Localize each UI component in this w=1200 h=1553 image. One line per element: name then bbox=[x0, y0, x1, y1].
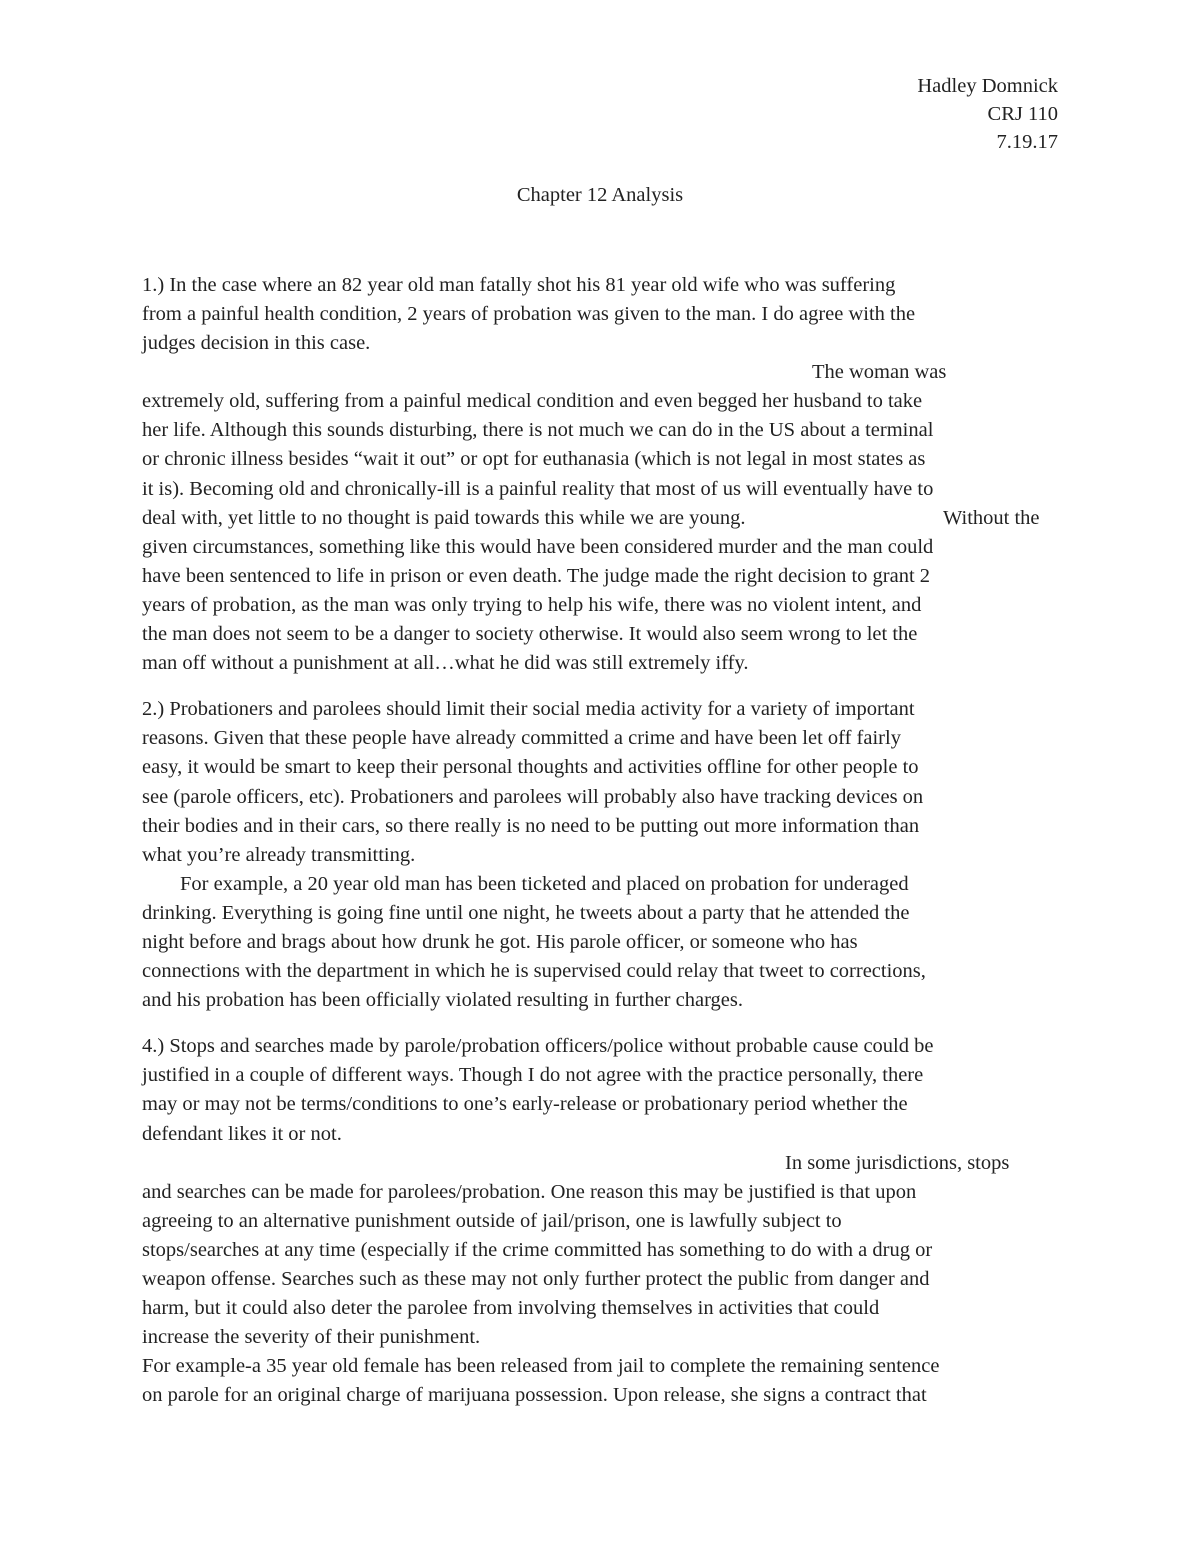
text-line: 4.) Stops and searches made by parole/probation officers/police without probable cause could be bbox=[142, 1035, 934, 1057]
text-line: increase the severity of their punishment. bbox=[142, 1326, 481, 1348]
author-name: Hadley Domnick bbox=[917, 75, 1058, 97]
text-line: judges decision in this case. bbox=[142, 332, 371, 354]
text-line: 2.) Probationers and parolees should limit their social media activity for a variety of important bbox=[142, 698, 915, 720]
text-line: The woman was bbox=[812, 361, 947, 383]
text-line: see (parole officers, etc). Probationers and parolees will probably also have tracking devices on bbox=[142, 786, 924, 808]
text-line: man off without a punishment at all…what he did was still extremely iffy. bbox=[142, 652, 749, 674]
text-line: easy, it would be smart to keep their personal thoughts and activities offline for other people to bbox=[142, 756, 919, 778]
text-line: it is). Becoming old and chronically-ill is a painful reality that most of us will eventually have to bbox=[142, 478, 934, 500]
text-line: connections with the department in which he is supervised could relay that tweet to corrections, bbox=[142, 960, 926, 982]
document-title: Chapter 12 Analysis bbox=[516, 184, 684, 206]
text-line: In some jurisdictions, stops bbox=[785, 1152, 1010, 1174]
course-code: CRJ 110 bbox=[987, 103, 1058, 125]
text-line: or chronic illness besides “wait it out” or opt for euthanasia (which is not legal in most states as bbox=[142, 448, 926, 470]
text-line: For example, a 20 year old man has been ticketed and placed on probation for underaged bbox=[180, 873, 909, 895]
text-line: years of probation, as the man was only trying to help his wife, there was no violent intent, and bbox=[142, 594, 922, 616]
text-line: defendant likes it or not. bbox=[142, 1123, 342, 1145]
text-line: For example-a 35 year old female has been released from jail to complete the remaining sentence bbox=[142, 1355, 940, 1377]
text-line: Without the bbox=[943, 507, 1040, 529]
text-line: what you’re already transmitting. bbox=[142, 844, 416, 866]
text-line: agreeing to an alternative punishment outside of jail/prison, one is lawfully subject to bbox=[142, 1210, 842, 1232]
text-line: harm, but it could also deter the parolee from involving themselves in activities that could bbox=[142, 1297, 880, 1319]
text-line: night before and brags about how drunk he got. His parole officer, or someone who has bbox=[142, 931, 858, 953]
text-line: from a painful health condition, 2 years of probation was given to the man. I do agree with the bbox=[142, 303, 916, 325]
text-line: deal with, yet little to no thought is paid towards this while we are young. bbox=[142, 507, 746, 529]
text-line: extremely old, suffering from a painful medical condition and even begged her husband to take bbox=[142, 390, 923, 412]
text-line: have been sentenced to life in prison or even death. The judge made the right decision to grant 2 bbox=[142, 565, 931, 587]
text-line: reasons. Given that these people have already committed a crime and have been let off fairly bbox=[142, 727, 901, 749]
text-line: 1.) In the case where an 82 year old man fatally shot his 81 year old wife who was suffering bbox=[142, 274, 896, 296]
text-line: stops/searches at any time (especially if the crime committed has something to do with a drug or bbox=[142, 1239, 933, 1261]
document-date: 7.19.17 bbox=[996, 131, 1058, 153]
text-line: justified in a couple of different ways. Though I do not agree with the practice personally, there bbox=[142, 1064, 924, 1086]
text-line: weapon offense. Searches such as these may not only further protect the public from danger and bbox=[142, 1268, 930, 1290]
text-line: given circumstances, something like this would have been considered murder and the man could bbox=[142, 536, 934, 558]
text-line: may or may not be terms/conditions to one’s early-release or probationary period whether the bbox=[142, 1093, 908, 1115]
text-line: her life. Although this sounds disturbing, there is not much we can do in the US about a terminal bbox=[142, 419, 934, 441]
text-line: their bodies and in their cars, so there really is no need to be putting out more information than bbox=[142, 815, 920, 837]
text-line: and his probation has been officially violated resulting in further charges. bbox=[142, 989, 743, 1011]
text-line: drinking. Everything is going fine until one night, he tweets about a party that he attended the bbox=[142, 902, 910, 924]
text-line: the man does not seem to be a danger to society otherwise. It would also seem wrong to let the bbox=[142, 623, 918, 645]
text-line: on parole for an original charge of marijuana possession. Upon release, she signs a contract that bbox=[142, 1384, 927, 1406]
text-line: and searches can be made for parolees/probation. One reason this may be justified is that upon bbox=[142, 1181, 917, 1203]
